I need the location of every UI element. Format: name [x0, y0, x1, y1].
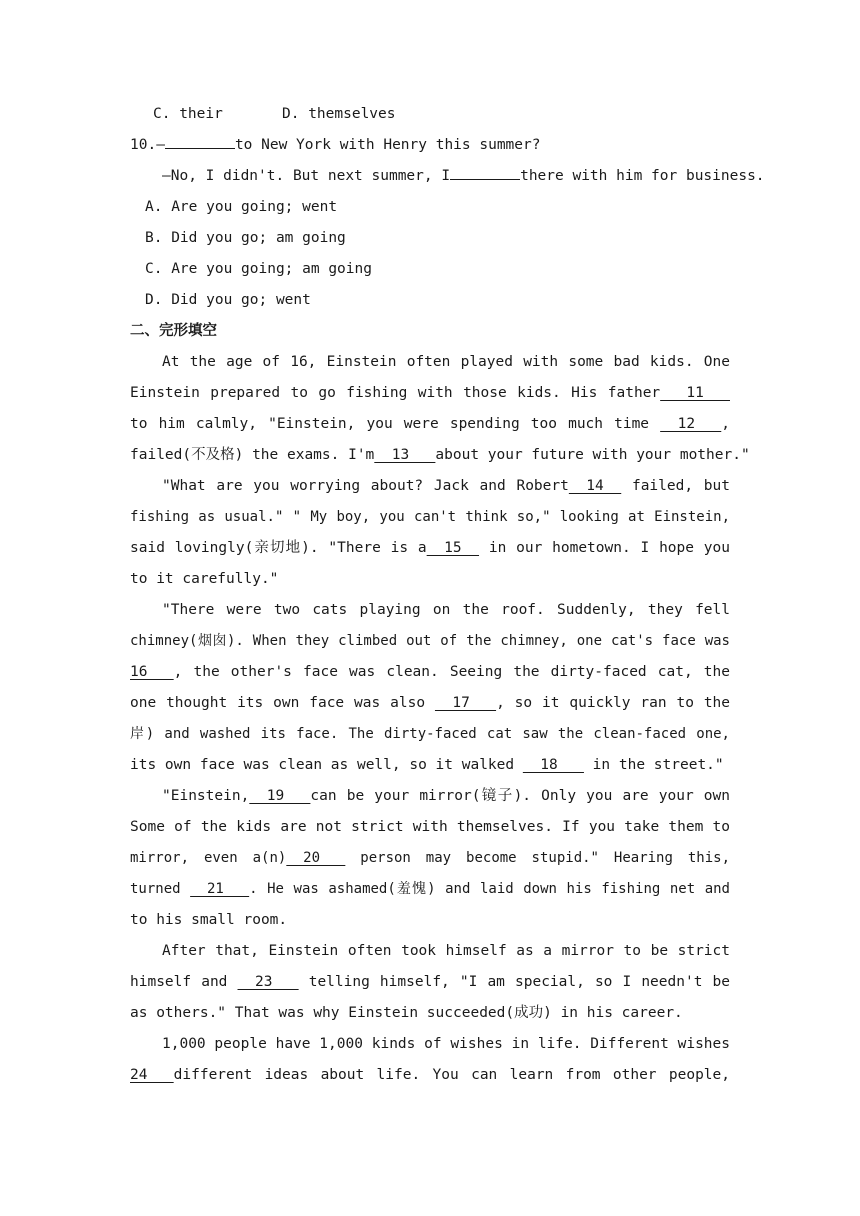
passage-text: person may become stupid." Hearing this, [360, 850, 730, 866]
passage-text: different ideas about life. You can learn from other people, [173, 1067, 730, 1083]
passage-text: to him calmly, "Einstein, you were spending too much time [130, 416, 661, 432]
blank-18: 18 [522, 757, 584, 773]
passage-line: chimney(烟囱). When they climbed out of the chimney, one cat's face was [130, 633, 730, 649]
passage-text: in our hometown. I hope you [488, 540, 730, 556]
passage-text: , so it quickly ran to the [496, 695, 730, 711]
q10-blank-2 [450, 164, 520, 180]
q9-option-c: C. their [153, 106, 223, 122]
q10-option-c: C. Are you going; am going [145, 261, 372, 277]
blank-13: 13 [374, 447, 436, 463]
passage-text: about your future with your mother." [435, 447, 750, 463]
passage-text: failed(不及格) the exams. I'm [130, 447, 375, 463]
passage-line [130, 874, 730, 905]
passage-line [130, 440, 750, 471]
q10-answer-text-post: there with him for business. [520, 168, 765, 184]
blank-16: 16 [130, 664, 174, 680]
passage-text: , [721, 416, 730, 432]
q10-blank-1 [165, 133, 235, 149]
blank-20: 20 [286, 850, 346, 866]
passage-line [130, 967, 730, 998]
passage-text: After that, Einstein often took himself as a mirror to be strict [162, 943, 730, 959]
passage-text: himself and [130, 974, 238, 990]
passage-line: fishing as usual." " My boy, you can't think so," looking at Einstein, [130, 509, 730, 525]
passage-line [130, 843, 730, 874]
passage-text: mirror, even a(n) [130, 850, 287, 866]
q10-answer-line [162, 161, 765, 192]
blank-21: 21 [190, 881, 250, 897]
passage-text: . He was ashamed(羞愧) and laid down his fishing net and [249, 881, 730, 897]
passage-line: Some of the kids are not strict with themselves. If you take them to [130, 819, 730, 835]
passage-line [130, 409, 730, 440]
passage-line [130, 378, 730, 409]
passage-text: "What are you worrying about? Jack and Robert [162, 478, 569, 494]
passage-line: to it carefully." [130, 571, 279, 587]
passage-line: 岸) and washed its face. The dirty-faced cat saw the clean-faced one, [130, 726, 730, 742]
q10-question-line [130, 130, 730, 161]
passage-line: to his small room. [130, 912, 288, 928]
section-title: 二、完形填空 [130, 323, 217, 339]
blank-24: 24 [130, 1067, 174, 1083]
passage-line: as others." That was why Einstein succeeded(成功) in his career. [130, 1005, 683, 1021]
passage-line: "There were two cats playing on the roof. Suddenly, they fell [162, 602, 730, 618]
blank-15: 15 [426, 540, 480, 556]
q10-question-text: to New York with Henry this summer? [234, 137, 541, 153]
blank-19: 19 [249, 788, 311, 804]
q10-answer-text-pre: —No, I didn't. But next summer, I [162, 168, 451, 184]
passage-line [130, 688, 730, 719]
q10-dash: — [156, 137, 165, 153]
q10-option-d: D. Did you go; went [145, 292, 311, 308]
blank-17: 17 [434, 695, 497, 711]
q10-option-b: B. Did you go; am going [145, 230, 346, 246]
passage-line [162, 471, 730, 502]
q10-number: 10. [130, 137, 157, 153]
passage-text: said lovingly(亲切地). "There is a [130, 540, 427, 556]
passage-line [162, 781, 730, 812]
passage-text: , the other's face was clean. Seeing the dirty-faced cat, the [173, 664, 730, 680]
passage-text: Einstein prepared to go fishing with those kids. His father [130, 385, 661, 401]
passage-text: telling himself, "I am special, so I needn't be [308, 974, 730, 990]
q10-option-a: A. Are you going; went [145, 199, 338, 215]
passage-line: At the age of 16, Einstein often played with some bad kids. One [162, 354, 730, 370]
passage-line [130, 657, 730, 688]
passage-text: "Einstein, [162, 788, 250, 804]
passage-line: 1,000 people have 1,000 kinds of wishes in life. Different wishes [162, 1036, 730, 1052]
q9-option-d: D. themselves [282, 106, 396, 122]
q9-options-row [130, 99, 730, 130]
passage-text: in the street." [583, 757, 724, 773]
passage-line [130, 750, 730, 781]
blank-14: 14 [568, 478, 622, 494]
passage-text: one thought its own face was also [130, 695, 435, 711]
passage-text: turned [130, 881, 191, 897]
blank-12: 12 [660, 416, 722, 432]
passage-text: its own face was clean as well, so it walked [130, 757, 523, 773]
passage-text: can be your mirror(镜子). Only you are your own [310, 788, 730, 804]
blank-11: 11 [660, 385, 730, 401]
passage-line [162, 936, 730, 967]
passage-line [130, 1060, 730, 1091]
passage-text: failed, but [631, 478, 730, 494]
passage-line [130, 533, 730, 564]
blank-23: 23 [237, 974, 299, 990]
